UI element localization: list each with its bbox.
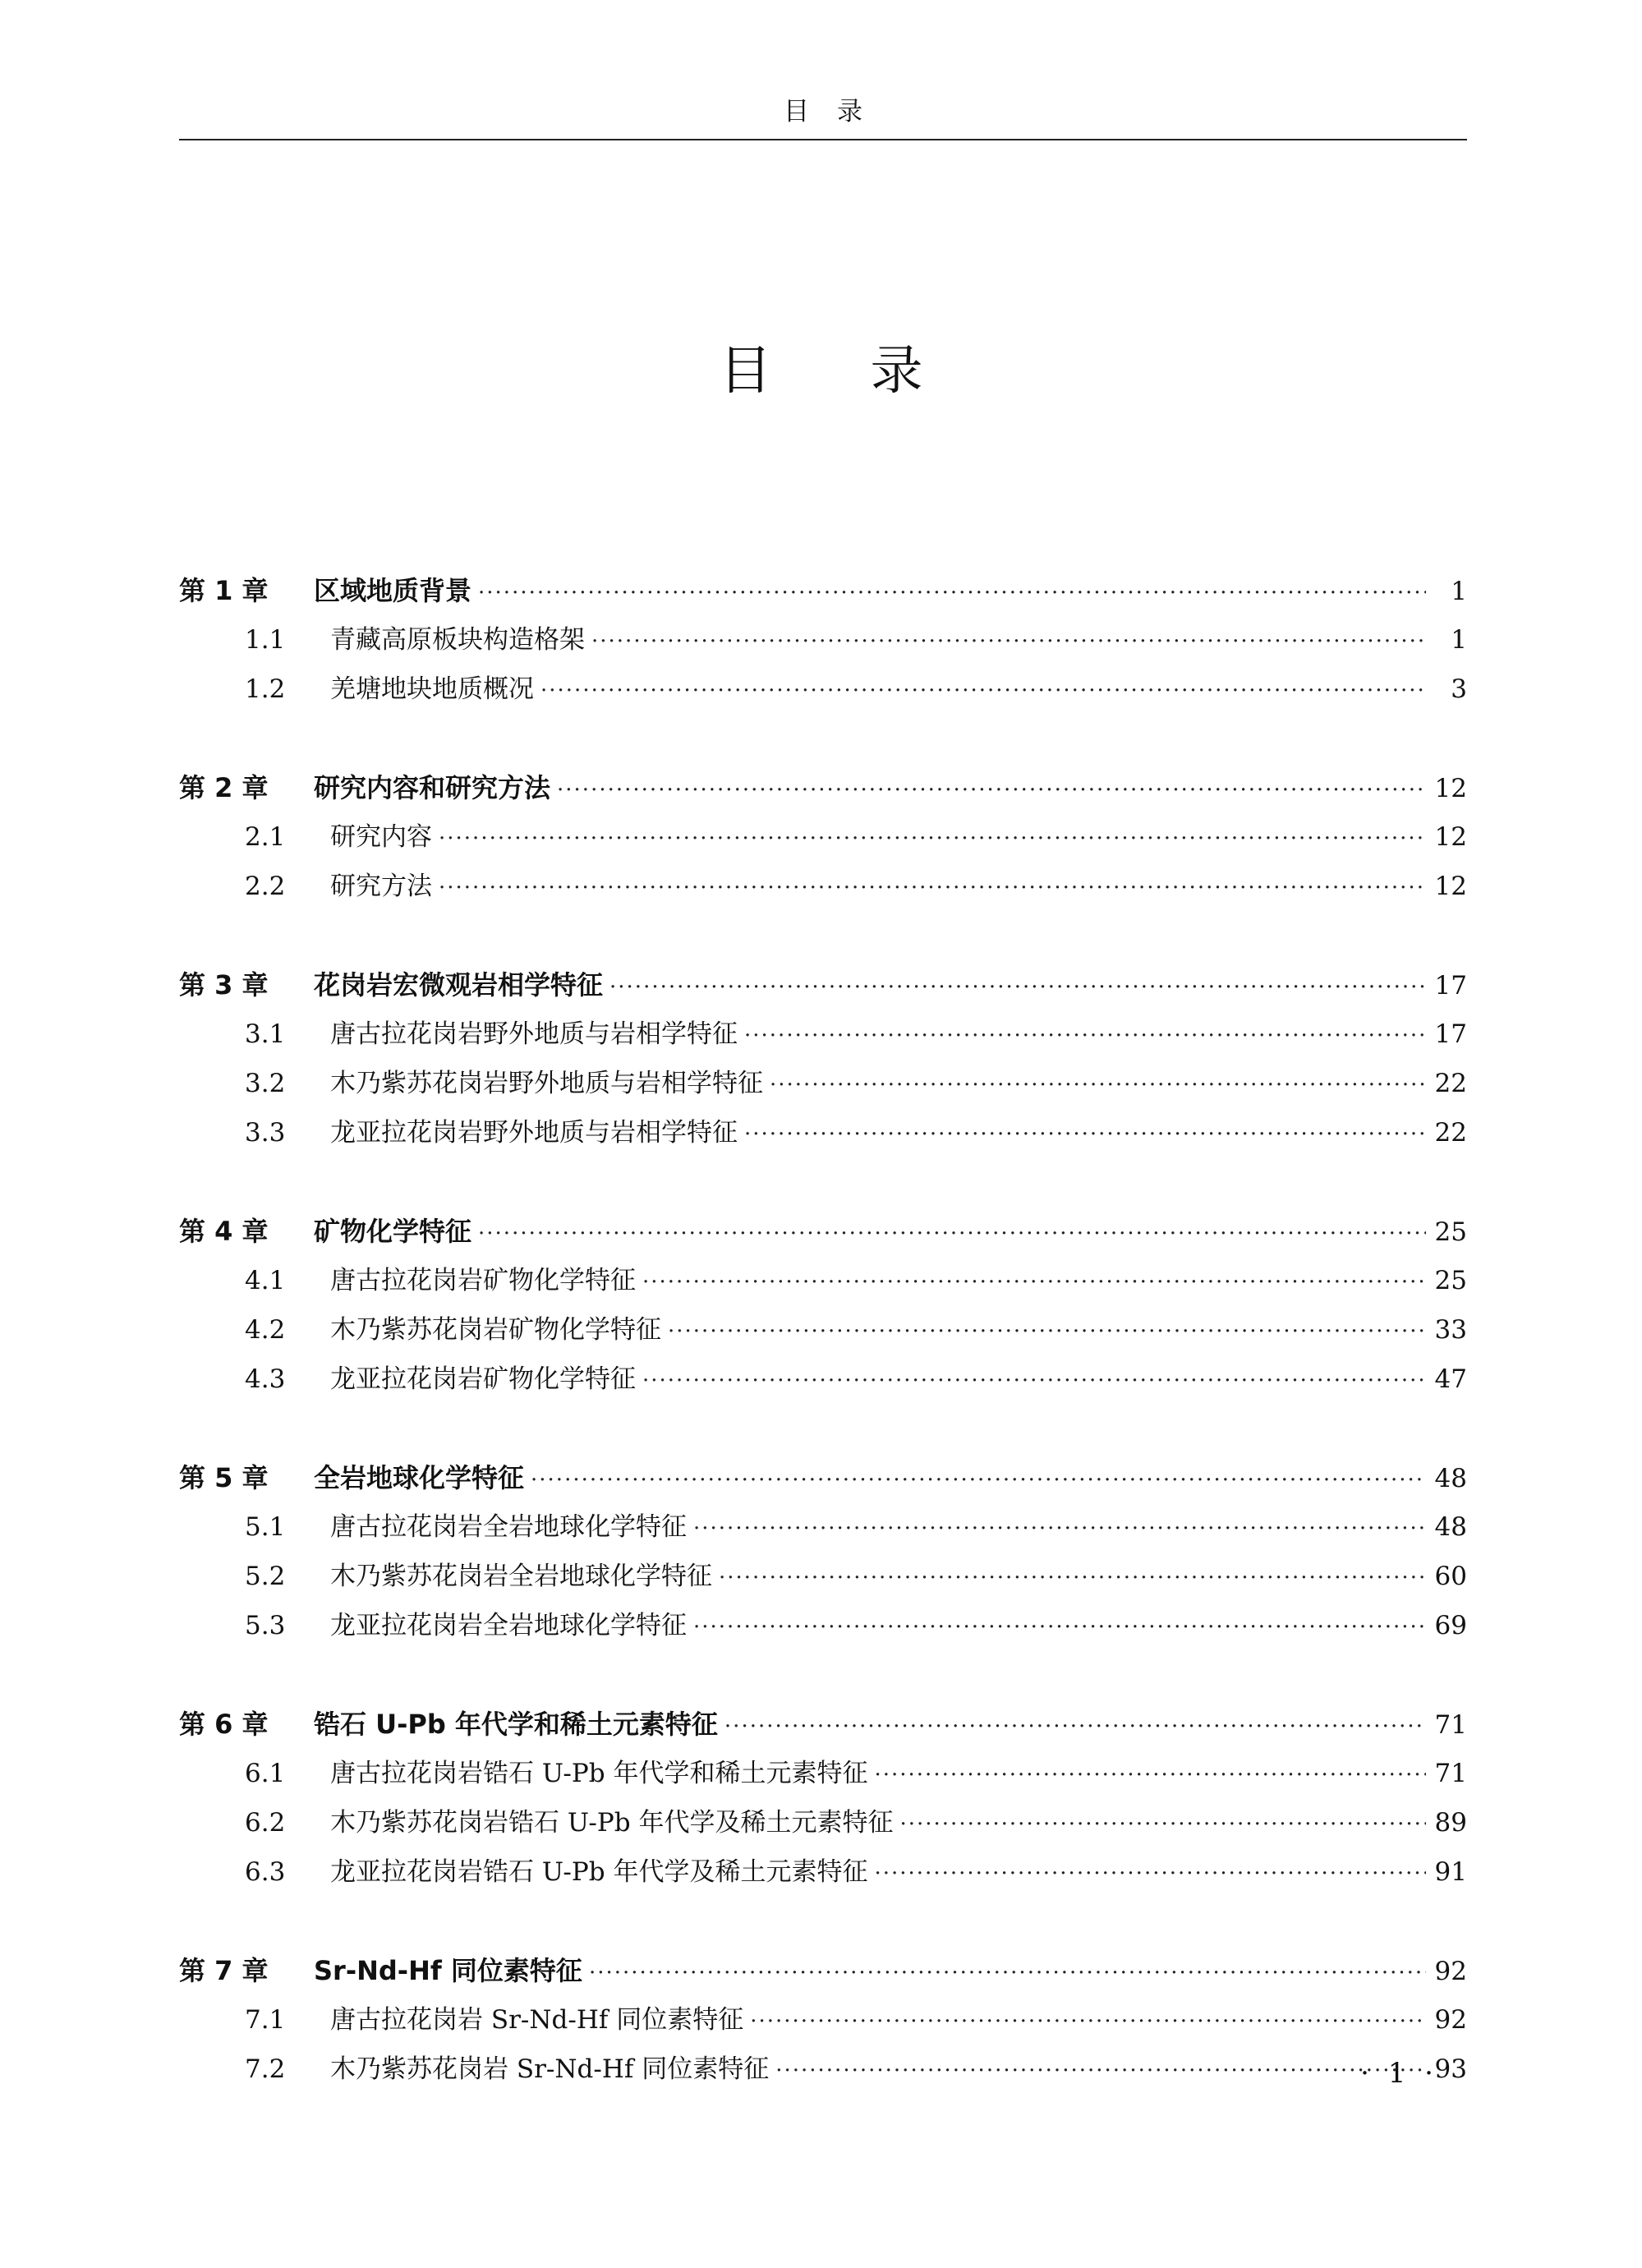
dot-leader [724,1702,1426,1751]
entry-number: 第 3 章 [179,969,269,1001]
toc-section-entry[interactable] [179,1798,1467,1847]
entry-number: 第 2 章 [179,772,269,803]
entry-page-number: 17 [1434,971,1467,1001]
entry-title: 花岗岩宏微观岩相学特征 [314,969,604,1001]
entry-title: 研究方法 [330,872,432,901]
entry-title: 羌塘地块地质概况 [330,674,534,704]
entry-number: 4.3 [245,1364,286,1394]
entry-title: 青藏高原板块构造格架 [330,625,585,655]
dot-leader [899,1800,1426,1849]
entry-page-number: 17 [1434,1019,1467,1049]
dot-leader [478,568,1426,618]
toc-section-entry[interactable] [179,1601,1467,1650]
entry-page-number: 1 [1451,625,1467,655]
toc-chapter-entry[interactable] [179,1700,1467,1749]
entry-page-number: 22 [1434,1118,1467,1148]
dot-leader [770,1060,1426,1110]
toc-chapter-entry[interactable] [179,1207,1467,1256]
entry-number: 3.2 [245,1069,286,1098]
entry-title: 唐古拉花岗岩全岩地球化学特征 [330,1512,687,1542]
entry-number: 6.2 [245,1808,286,1838]
entry-number: 1.1 [245,625,286,655]
dot-leader [744,1110,1426,1159]
entry-title: 研究内容 [330,822,432,852]
entry-title: 龙亚拉花岗岩全岩地球化学特征 [330,1611,687,1640]
entry-title: 木乃紫苏花岗岩矿物化学特征 [330,1315,661,1345]
toc-section-entry[interactable] [179,1502,1467,1552]
entry-page-number: 69 [1434,1611,1467,1640]
entry-page-number: 12 [1434,774,1467,803]
entry-number: 2.2 [245,872,286,901]
toc-chapter-entry[interactable] [179,1946,1467,1995]
toc-chapter-block [179,1946,1467,2094]
dot-leader [719,1553,1426,1603]
toc-section-entry[interactable] [179,1010,1467,1059]
entry-title: 木乃紫苏花岗岩全岩地球化学特征 [330,1562,712,1591]
entry-number: 4.2 [245,1315,286,1345]
entry-page-number: 12 [1434,872,1467,901]
dot-leader [874,1849,1426,1898]
entry-title: 龙亚拉花岗岩矿物化学特征 [330,1364,636,1394]
entry-number: 2.1 [245,822,286,852]
toc-section-entry[interactable] [179,1108,1467,1157]
dot-leader [589,1948,1426,1998]
dot-leader [750,1997,1426,2046]
entry-title: Sr-Nd-Hf 同位素特征 [314,1955,582,1986]
entry-number: 第 4 章 [179,1216,269,1247]
toc-section-entry[interactable] [179,1305,1467,1355]
entry-title: 唐古拉花岗岩矿物化学特征 [330,1266,636,1295]
entry-number: 7.2 [245,2054,286,2084]
entry-page-number: 89 [1434,1808,1467,1838]
dot-leader [439,863,1426,913]
dot-leader [668,1307,1426,1356]
entry-number: 第 5 章 [179,1462,269,1493]
entry-title: 唐古拉花岗岩 Sr-Nd-Hf 同位素特征 [330,2005,744,2035]
entry-number: 4.1 [245,1266,286,1295]
entry-title: 唐古拉花岗岩野外地质与岩相学特征 [330,1019,738,1049]
dot-leader [775,2046,1426,2095]
dot-leader [693,1504,1426,1553]
toc-section-entry[interactable] [179,1059,1467,1108]
dot-leader [642,1356,1426,1405]
toc-section-entry[interactable] [179,1749,1467,1798]
entry-page-number: 47 [1434,1364,1467,1394]
toc-section-entry[interactable] [179,812,1467,862]
entry-title: 全岩地球化学特征 [314,1462,525,1493]
toc-chapter-block [179,1207,1467,1404]
table-of-contents [179,566,1467,2143]
page-title: 目录 [719,341,1022,402]
entry-page-number: 25 [1434,1266,1467,1295]
entry-page-number: 48 [1434,1512,1467,1542]
entry-title: 龙亚拉花岗岩野外地质与岩相学特征 [330,1118,738,1148]
toc-chapter-block [179,566,1467,714]
entry-page-number: 92 [1434,2005,1467,2035]
dot-leader [478,1209,1426,1258]
entry-title: 矿物化学特征 [314,1216,472,1247]
entry-page-number: 71 [1434,1759,1467,1788]
toc-section-entry[interactable] [179,1256,1467,1305]
entry-page-number: 33 [1434,1315,1467,1345]
toc-chapter-entry[interactable] [179,1453,1467,1502]
entry-page-number: 12 [1434,822,1467,852]
toc-section-entry[interactable] [179,2045,1467,2094]
toc-chapter-block [179,960,1467,1157]
toc-chapter-entry[interactable] [179,763,1467,812]
entry-number: 6.1 [245,1759,286,1788]
entry-number: 5.2 [245,1562,286,1591]
entry-number: 1.2 [245,674,286,704]
dot-leader [531,1456,1426,1505]
dot-leader [693,1603,1426,1652]
entry-page-number: 92 [1434,1957,1467,1986]
dot-leader [557,766,1426,815]
dot-leader [439,814,1426,863]
entry-page-number: 25 [1434,1217,1467,1247]
entry-title: 唐古拉花岗岩锆石 U-Pb 年代学和稀土元素特征 [330,1759,868,1788]
entry-number: 3.1 [245,1019,286,1049]
entry-title: 木乃紫苏花岗岩锆石 U-Pb 年代学及稀土元素特征 [330,1808,894,1838]
toc-chapter-block [179,763,1467,911]
entry-title: 龙亚拉花岗岩锆石 U-Pb 年代学及稀土元素特征 [330,1857,868,1887]
toc-chapter-block [179,1453,1467,1650]
entry-number: 3.3 [245,1118,286,1148]
toc-section-entry[interactable] [179,1995,1467,2045]
entry-number: 第 7 章 [179,1955,269,1986]
toc-chapter-entry[interactable] [179,960,1467,1010]
toc-section-entry[interactable] [179,862,1467,911]
entry-page-number: 48 [1434,1464,1467,1493]
running-header: 目录 [784,97,890,127]
dot-leader [874,1750,1426,1800]
dot-leader [591,617,1426,666]
entry-page-number: 93 [1434,2054,1467,2084]
entry-number: 第 6 章 [179,1709,269,1740]
entry-number: 5.3 [245,1611,286,1640]
entry-number: 第 1 章 [179,575,269,606]
toc-section-entry[interactable] [179,1552,1467,1601]
dot-leader [609,963,1426,1012]
entry-title: 木乃紫苏花岗岩 Sr-Nd-Hf 同位素特征 [330,2054,770,2084]
entry-page-number: 1 [1451,577,1467,606]
toc-section-entry[interactable] [179,665,1467,714]
entry-page-number: 60 [1434,1562,1467,1591]
entry-title: 研究内容和研究方法 [314,772,551,803]
entry-page-number: 22 [1434,1069,1467,1098]
toc-chapter-entry[interactable] [179,566,1467,615]
entry-title: 锆石 U-Pb 年代学和稀土元素特征 [314,1709,718,1740]
entry-title: 木乃紫苏花岗岩野外地质与岩相学特征 [330,1069,763,1098]
entry-number: 6.3 [245,1857,286,1887]
dot-leader [744,1011,1426,1060]
page-number: · 1 · [1360,2057,1438,2090]
entry-page-number: 3 [1451,674,1467,704]
header-rule [179,139,1467,140]
entry-title: 区域地质背景 [314,575,472,606]
entry-page-number: 71 [1434,1710,1467,1740]
entry-page-number: 91 [1434,1857,1467,1887]
dot-leader [642,1258,1426,1307]
toc-section-entry[interactable] [179,1847,1467,1897]
toc-chapter-block [179,1700,1467,1897]
toc-section-entry[interactable] [179,1355,1467,1404]
toc-section-entry[interactable] [179,615,1467,665]
entry-number: 5.1 [245,1512,286,1542]
entry-number: 7.1 [245,2005,286,2035]
dot-leader [540,666,1426,715]
